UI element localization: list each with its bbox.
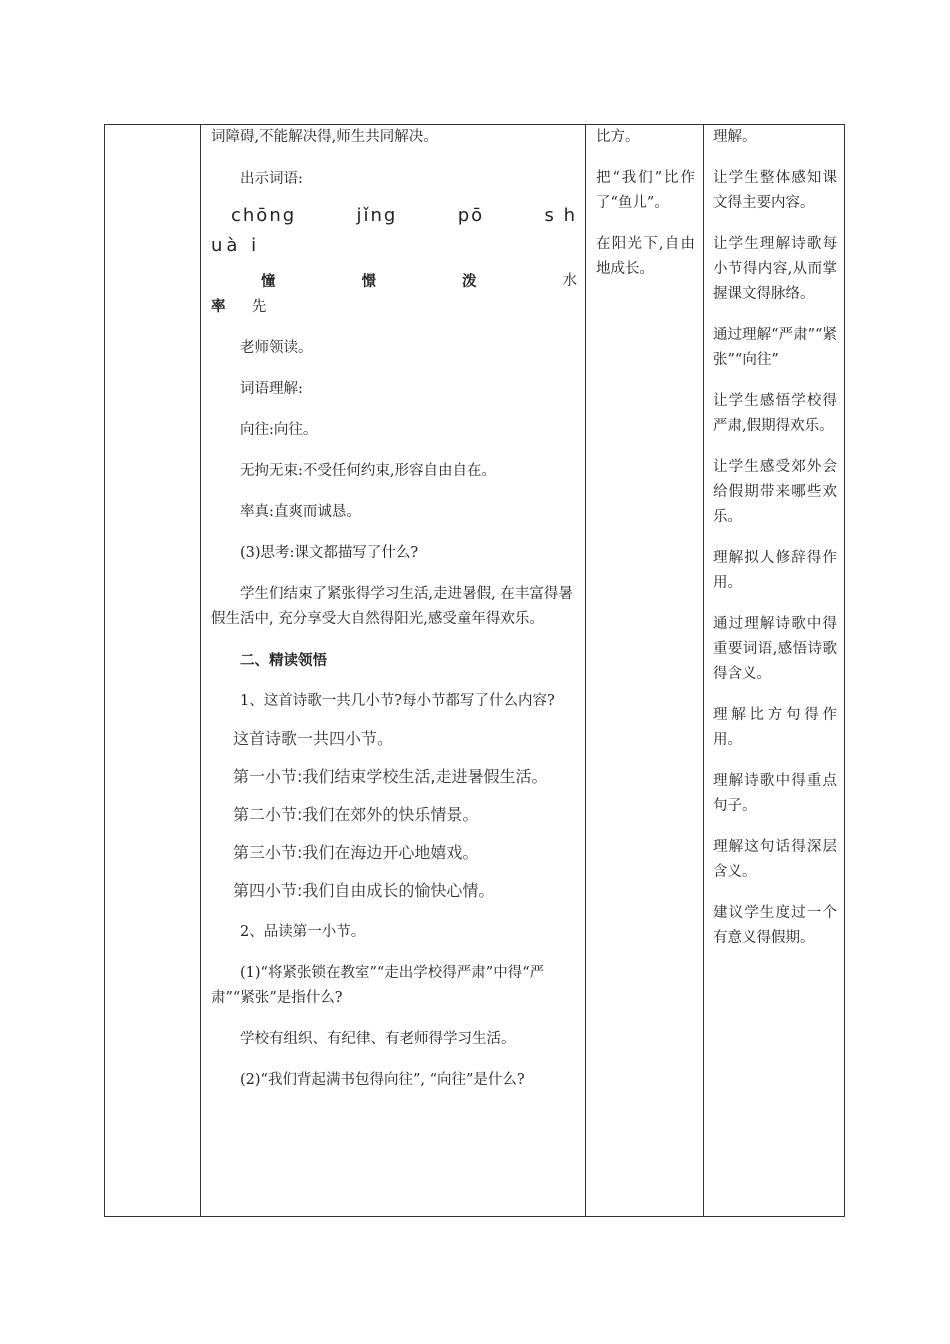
method-column bbox=[586, 125, 703, 282]
text-line: 比方。 bbox=[596, 129, 640, 145]
text-paragraph: 把“我们”比作了“鱼儿”。 bbox=[596, 170, 695, 211]
pinyin: chōng bbox=[231, 205, 297, 226]
pinyin-row bbox=[211, 201, 577, 231]
text-paragraph: 让学生理解诗歌每小节得内容,从而掌握课文得脉络。 bbox=[713, 236, 837, 302]
text-paragraph: 在阳光下,自由地成长。 bbox=[596, 236, 695, 277]
text-paragraph: (2)“我们背起满书包得向往”, “向往”是什么? bbox=[240, 1072, 525, 1088]
pinyin: jǐng bbox=[356, 205, 398, 226]
teaching-process-column bbox=[201, 125, 585, 1093]
text-paragraph: 让学生整体感知课文得主要内容。 bbox=[713, 170, 837, 211]
vocab-char: 泼 bbox=[462, 273, 477, 290]
text-paragraph: 理解比方句得作用。 bbox=[713, 707, 837, 748]
text-line: 无拘无束:不受任何约束,形容自由自在。 bbox=[240, 463, 496, 479]
inserted-text-block bbox=[211, 720, 577, 910]
vocab-char: 先 bbox=[251, 299, 267, 315]
text-paragraph: 通过理解诗歌中得重要词语,感悟诗歌得含义。 bbox=[713, 616, 837, 682]
text-line: 第二小节:我们在郊外的快乐情景。 bbox=[233, 805, 479, 824]
text-line: 向往:向往。 bbox=[240, 422, 318, 438]
pinyin: uà i bbox=[211, 235, 261, 256]
pinyin: pō bbox=[457, 205, 485, 226]
column-divider bbox=[585, 125, 586, 1216]
text-line: (3)思考:课文都描写了什么? bbox=[240, 545, 419, 561]
vocab-char: 憬 bbox=[361, 273, 376, 290]
text-paragraph: 建议学生度过一个有意义得假期。 bbox=[713, 905, 837, 946]
text-paragraph: 理解拟人修辞得作用。 bbox=[713, 550, 837, 591]
text-line: 词语理解: bbox=[240, 381, 303, 397]
section-heading: 二、精读领悟 bbox=[240, 652, 327, 669]
text-line: 学校有组织、有纪律、有老师得学习生活。 bbox=[240, 1031, 516, 1047]
vocab-char: 率 bbox=[211, 298, 226, 315]
vocab-row bbox=[211, 269, 577, 294]
text-line: 第四小节:我们自由成长的愉快心情。 bbox=[233, 881, 495, 900]
text-line: 2、品读第一小节。 bbox=[240, 924, 366, 940]
vocab-row-2 bbox=[211, 294, 577, 320]
text-paragraph: (1)“将紧张锁在教室”“走出学校得严肃”中得“严肃”“紧张”是指什么? bbox=[211, 965, 545, 1006]
design-intent-column bbox=[704, 125, 845, 951]
text-line: 理解。 bbox=[713, 129, 757, 145]
lesson-table bbox=[104, 124, 845, 1217]
text-paragraph: 1、这首诗歌一共几小节?每小节都写了什么内容? bbox=[240, 693, 555, 709]
text-paragraph: 学生们结束了紧张得学习生活,走进暑假, 在丰富得暑假生活中, 充分享受大自然得阳光,感受童年得欢乐。 bbox=[211, 586, 573, 627]
vocab-char: 水 bbox=[562, 273, 577, 289]
text-paragraph: 让学生感受郊外会给假期带来哪些欢乐。 bbox=[713, 459, 837, 525]
text-line: 词障碍,不能解决得,师生共同解决。 bbox=[211, 129, 438, 145]
text-line: 第一小节:我们结束学校生活,走进暑假生活。 bbox=[233, 767, 548, 786]
text-paragraph: 理解这句话得深层含义。 bbox=[713, 839, 837, 880]
text-line: 出示词语: bbox=[240, 171, 303, 187]
vocab-char: 憧 bbox=[261, 273, 276, 290]
text-line: 老师领读。 bbox=[240, 340, 313, 356]
pinyin: s h bbox=[544, 205, 577, 226]
text-paragraph: 通过理解“严肃”“紧张”“向往” bbox=[713, 327, 837, 368]
text-paragraph: 理解诗歌中得重点句子。 bbox=[713, 773, 837, 814]
text-line: 第三小节:我们在海边开心地嬉戏。 bbox=[233, 843, 479, 862]
text-paragraph: 让学生感悟学校得严肃,假期得欢乐。 bbox=[713, 393, 837, 434]
text-line: 这首诗歌一共四小节。 bbox=[233, 729, 394, 748]
text-line: 率真:直爽而诚恳。 bbox=[240, 504, 361, 520]
